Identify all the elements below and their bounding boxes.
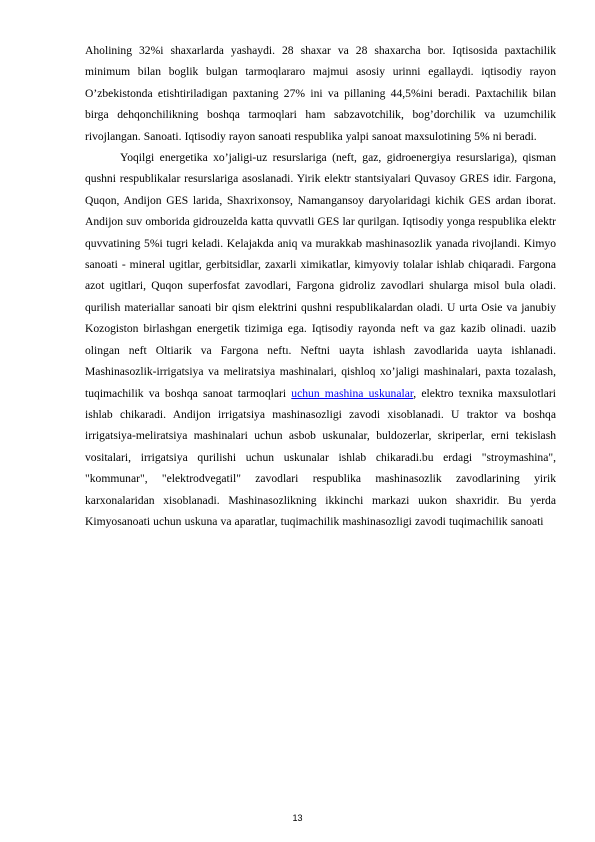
paragraph-industry-text-start: Yoqilgi energetika xo’jaligi-uz resurslariga (neft, gaz, gidroenergiya resurslariga), qisman qushni respublikalar resurslariga asoslanadi. Yirik elektr stantsiyalari Quvasoy GRES idir. Fargona, Quqon, Andijon GES larida, Shaxrixonsoy, Namangansoy daryolaridagi kichik GES ardan iborat. Andijon suv omborida gidrouzelda katta quvvatli GES lar qurilgan. Iqtisodiy yonga respublika elektr quvvatining 5%i tugri keladi. Kelajakda aniq va murakkab mashinasozlik yanada rivojlandi. Kimyo sanoati - mineral ugitlar, gerbitsidlar, zaxarli ximikatlar, kimyoviy tolalar ishlab chiqaradi. Fargona azot ugitlari, Quqon superfosfat zavodlari, Fargona gidroliz zavodlari shularga misol bula oladi. qurilish materiallar sanoati bir qism elektrini qushni respublikalardan oladi. U urta Osie va janubiy Kozogiston birlashgan energetik tizimiga ega. Iqtisodiy rayonda neft va gaz kazib olinadi. uazib olingan neft Oltiarik va Fargona neftı. Neftni uayta ishlash zavodlarida uayta ishlanadi. Mashinasozlik-irrigatsiya va meliratsiya mashinalari, qishloq xo’jaligi mashinalari, paxta tozalash, tuqimachilik va boshqa sanoat tarmoqlari (85, 151, 556, 400)
body-text (85, 40, 556, 532)
paragraph-industry-text-end: , elektro texnika maxsulotlari ishlab chikaradi. Andijon irrigatsiya mashinasozligi zavodi xisoblanadi. U traktor va boshqa irrigatsiya-meliratsiya mashinalari uchun asbob uskunalar, buldozerlar, skriperlar, erni tekislash vositalari, irrigatsiya qurilishi uchun uskunalar ishlab chikaradi.bu erdagi "stroymashina", "kommunar", "elektrodvegatil" zavodlari respublika mashinasozlik zavodlarining yirik karxonalaridan xisoblanadi. Mashinasozlikning ikkinchi markazi uukon shaxridir. Bu yerda Kimyosanoati uchun uskuna va aparatlar, tuqimachilik mashinasozligi zavodi tuqimachilik sanoati (85, 386, 557, 528)
machinery-equipment-link[interactable]: uchun mashina uskunalar (291, 386, 414, 400)
paragraph-industry (85, 147, 556, 532)
page-number: 13 (292, 813, 303, 823)
paragraph-agriculture: Aholining 32%i shaxarlarda yashaydi. 28 shaxar va 28 shaxarcha bor. Iqtisosida paxtachilik minimum bilan boglik bulgan tarmoqlararo majmui asosiy urinni egallaydi. iqtisodiy rayon O’zbekistonda etishtiriladigan paxtaning 27% ini va pillaning 44,5%ini beradi. Paxtachilik bilan birga dehqonchilikning boshqa tarmoqlari ham sabzavotchilik, bog’dorchilik va uzumchilik rivojlangan. Sanoati. Iqtisodiy rayon sanoati respublika yalpi sanoat maxsulotining 5% ni beradi. (85, 44, 556, 143)
